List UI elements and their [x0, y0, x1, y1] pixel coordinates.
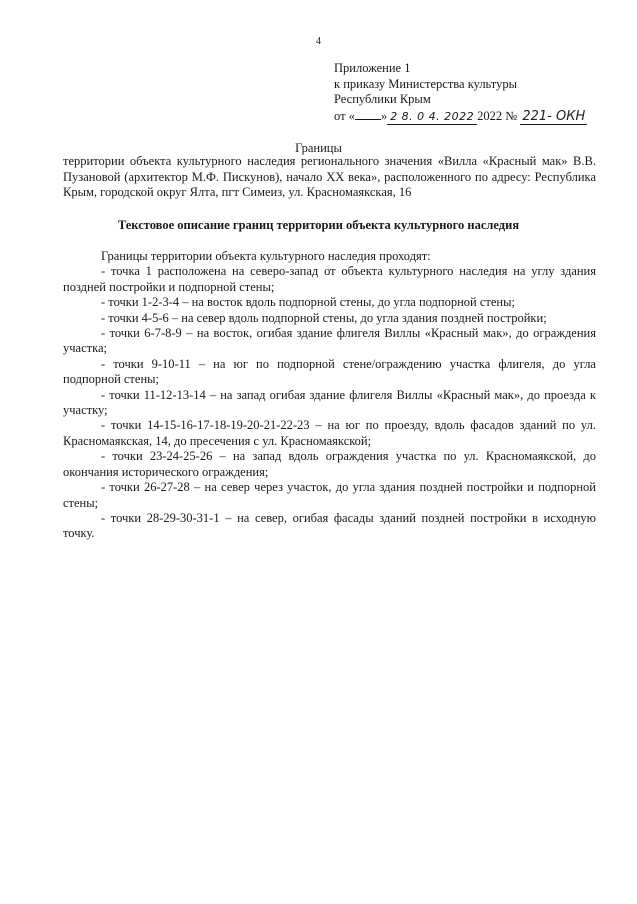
- paragraph-points-28-1: - точки 28-29-30-31-1 – на север, огибая фасады зданий поздней постройки в исходную точку.: [63, 510, 596, 541]
- appendix-title: Приложение 1: [334, 61, 411, 75]
- appendix-order-ref: к приказу Министерства культуры: [334, 76, 517, 91]
- appendix-block: [334, 61, 587, 125]
- handwritten-order-number: 221- ОКН: [522, 108, 586, 124]
- paragraph-points-1-4: - точки 1-2-3-4 – на восток вдоль подпорной стены, до угла подпорной стены;: [101, 295, 515, 310]
- paragraph-points-11-14: - точки 11-12-13-14 – на запад огибая здание флигеля Виллы «Красный мак», до проезда к участку;: [63, 387, 596, 418]
- section-title: Текстовое описание границ территории объекта культурного наследия: [117, 218, 520, 232]
- date-prefix: от «: [334, 108, 355, 123]
- year-suffix: 2022 №: [477, 108, 518, 123]
- paragraph-points-6-9: - точки 6-7-8-9 – на восток, огибая здание флигеля Виллы «Красный мак», до ограждения участка;: [63, 326, 596, 356]
- appendix-date-line: [334, 108, 587, 126]
- paragraph-points-4-6: - точки 4-5-6 – на север вдоль подпорной стены, до угла здания поздней постройки;: [101, 310, 547, 325]
- paragraph-point-1: - точка 1 расположена на северо-запад от объекта культурного наследия на углу здания поздней постройки и подпорной стены;: [63, 264, 596, 294]
- date-day-blank: [355, 108, 381, 120]
- appendix-republic: Республики Крым: [334, 92, 431, 106]
- document-intro: территории объекта культурного наследия регионального значения «Вилла «Красный мак» В.В. Пузановой (архитектор М.Ф. Пискунов), начало XX века», расположенного по адресу: Республика Крым, городской округ Ялта, пгт Симеиз, ул. Красномаякская, 16: [63, 154, 596, 199]
- document-heading: Границы: [295, 141, 342, 155]
- handwritten-date: 2 8. 0 4. 2022: [387, 109, 477, 126]
- paragraph-points-9-11: - точки 9-10-11 – на юг по подпорной стене/ограждению участка флигеля, до угла подпорной стены;: [63, 356, 596, 387]
- date-quote-close: »: [380, 108, 388, 123]
- paragraph-points-14-23: - точки 14-15-16-17-18-19-20-21-22-23 – на юг по проезду, вдоль фасадов зданий по ул. Красномаякская, 14, до пресечения с ул. Красномаякской;: [63, 418, 596, 448]
- paragraph-points-23-26: - точки 23-24-25-26 – на запад вдоль ограждения участка по ул. Красномаякской, до окончания исторического ограждения;: [63, 449, 596, 479]
- boundary-description: [63, 249, 596, 542]
- page-number: 4: [316, 36, 321, 47]
- paragraph-points-26-28: - точки 26-27-28 – на север через участок, до угла здания поздней постройки и подпорной стены;: [63, 480, 596, 510]
- paragraph-intro: Границы территории объекта культурного наследия проходят:: [101, 249, 431, 263]
